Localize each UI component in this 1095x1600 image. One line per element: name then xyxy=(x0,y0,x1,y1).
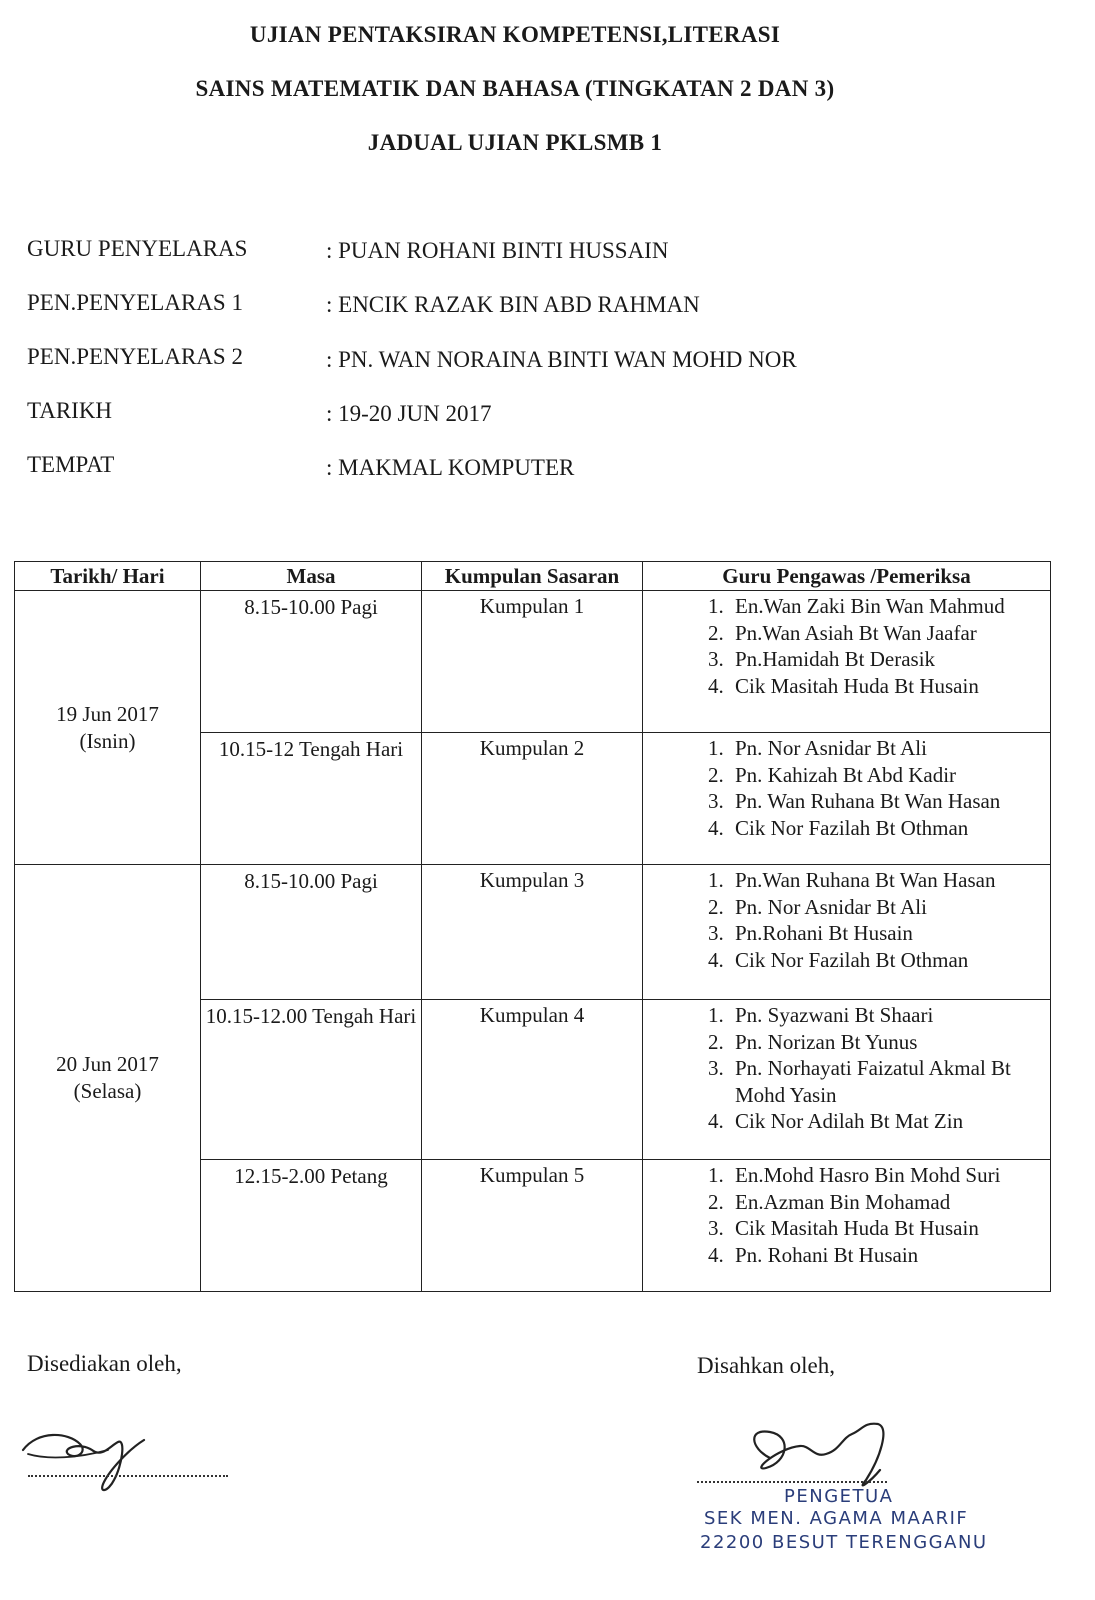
group-cell: Kumpulan 4 xyxy=(422,1000,643,1160)
schedule-table xyxy=(14,561,1051,1292)
info-label-coordinator: GURU PENYELARAS xyxy=(27,236,248,261)
table-row xyxy=(15,865,1051,1000)
info-value-assistant-2: : PN. WAN NORAINA BINTI WAN MOHD NOR xyxy=(326,347,797,372)
teacher-item: 2. Pn. Nor Asnidar Bt Ali xyxy=(729,894,1042,921)
table-header-row xyxy=(15,562,1051,591)
teacher-item: 1. En.Wan Zaki Bin Wan Mahmud xyxy=(729,593,1042,620)
teacher-item: 3. Pn. Norhayati Faizatul Akmal Bt Mohd Yasin xyxy=(729,1055,1042,1108)
info-label-assistant-2: PEN.PENYELARAS 2 xyxy=(27,344,243,369)
teacher-item: 4. Cik Nor Fazilah Bt Othman xyxy=(729,815,1042,842)
table-row xyxy=(15,591,1051,733)
header-target-group: Kumpulan Sasaran xyxy=(422,562,643,591)
teacher-item: 3. Pn. Wan Ruhana Bt Wan Hasan xyxy=(729,788,1042,815)
time-cell: 8.15-10.00 Pagi xyxy=(201,591,422,733)
teacher-item: 3. Cik Masitah Huda Bt Husain xyxy=(729,1215,1042,1242)
teacher-item: 1. En.Mohd Hasro Bin Mohd Suri xyxy=(729,1162,1042,1189)
document-title-line2: SAINS MATEMATIK DAN BAHASA (TINGKATAN 2 DAN 3) xyxy=(195,76,835,101)
teacher-list xyxy=(689,593,1042,699)
stamp-address: 22200 BESUT TERENGGANU xyxy=(700,1532,988,1553)
teacher-item: 2. Pn. Norizan Bt Yunus xyxy=(729,1029,1042,1056)
group-cell: Kumpulan 3 xyxy=(422,865,643,1000)
stamp-school: SEK MEN. AGAMA MAARIF xyxy=(704,1508,969,1529)
day-date: 20 Jun 2017 xyxy=(56,1052,159,1076)
time-cell: 10.15-12.00 Tengah Hari xyxy=(201,1000,422,1160)
teachers-cell xyxy=(643,865,1051,1000)
teacher-item: 4. Cik Nor Adilah Bt Mat Zin xyxy=(729,1108,1042,1135)
teacher-item: 4. Cik Nor Fazilah Bt Othman xyxy=(729,947,1042,974)
teachers-cell xyxy=(643,1000,1051,1160)
info-value-coordinator: : PUAN ROHANI BINTI HUSSAIN xyxy=(326,238,669,263)
teacher-item: 2. Pn. Kahizah Bt Abd Kadir xyxy=(729,762,1042,789)
teachers-cell xyxy=(643,1160,1051,1292)
stamp-title: PENGETUA xyxy=(784,1486,894,1507)
time-cell: 8.15-10.00 Pagi xyxy=(201,865,422,1000)
group-cell: Kumpulan 2 xyxy=(422,733,643,865)
time-cell: 10.15-12 Tengah Hari xyxy=(201,733,422,865)
teacher-list xyxy=(689,1002,1042,1135)
header-invigilators: Guru Pengawas /Pemeriksa xyxy=(643,562,1051,591)
teacher-item: 4. Pn. Rohani Bt Husain xyxy=(729,1242,1042,1269)
approved-by-label: Disahkan oleh, xyxy=(697,1353,835,1378)
teacher-list xyxy=(689,867,1042,973)
group-cell: Kumpulan 5 xyxy=(422,1160,643,1292)
preparer-signature xyxy=(18,1420,148,1500)
document-title-line3: JADUAL UJIAN PKLSMB 1 xyxy=(367,130,663,155)
info-label-place: TEMPAT xyxy=(27,452,115,477)
group-cell: Kumpulan 1 xyxy=(422,591,643,733)
day-cell xyxy=(15,591,201,865)
teacher-item: 1. Pn.Wan Ruhana Bt Wan Hasan xyxy=(729,867,1042,894)
teacher-item: 2. Pn.Wan Asiah Bt Wan Jaafar xyxy=(729,620,1042,647)
teachers-cell xyxy=(643,591,1051,733)
day-cell xyxy=(15,865,201,1292)
document-title-line1: UJIAN PENTAKSIRAN KOMPETENSI,LITERASI xyxy=(249,22,781,47)
teacher-item: 1. Pn. Syazwani Bt Shaari xyxy=(729,1002,1042,1029)
teacher-item: 3. Pn.Hamidah Bt Derasik xyxy=(729,646,1042,673)
prepared-by-label: Disediakan oleh, xyxy=(27,1351,182,1376)
header-time: Masa xyxy=(201,562,422,591)
info-label-date: TARIKH xyxy=(27,398,113,423)
info-value-assistant-1: : ENCIK RAZAK BIN ABD RAHMAN xyxy=(326,292,700,317)
teacher-item: 4. Cik Masitah Huda Bt Husain xyxy=(729,673,1042,700)
time-cell: 12.15-2.00 Petang xyxy=(201,1160,422,1292)
info-value-date: : 19-20 JUN 2017 xyxy=(326,401,492,426)
day-name: (Isnin) xyxy=(79,728,136,753)
info-label-assistant-1: PEN.PENYELARAS 1 xyxy=(27,290,243,315)
day-name: (Selasa) xyxy=(73,1079,142,1103)
teacher-item: 1. Pn. Nor Asnidar Bt Ali xyxy=(729,735,1042,762)
info-value-place: : MAKMAL KOMPUTER xyxy=(326,455,575,480)
teacher-list xyxy=(689,1162,1042,1268)
day-date: 19 Jun 2017 xyxy=(56,701,159,726)
teacher-list xyxy=(689,735,1042,841)
teacher-item: 2. En.Azman Bin Mohamad xyxy=(729,1189,1042,1216)
preparer-signature-line xyxy=(28,1475,228,1477)
header-date-day: Tarikh/ Hari xyxy=(15,562,201,591)
principal-signature-line xyxy=(697,1481,887,1483)
teacher-item: 3. Pn.Rohani Bt Husain xyxy=(729,920,1042,947)
teachers-cell xyxy=(643,733,1051,865)
